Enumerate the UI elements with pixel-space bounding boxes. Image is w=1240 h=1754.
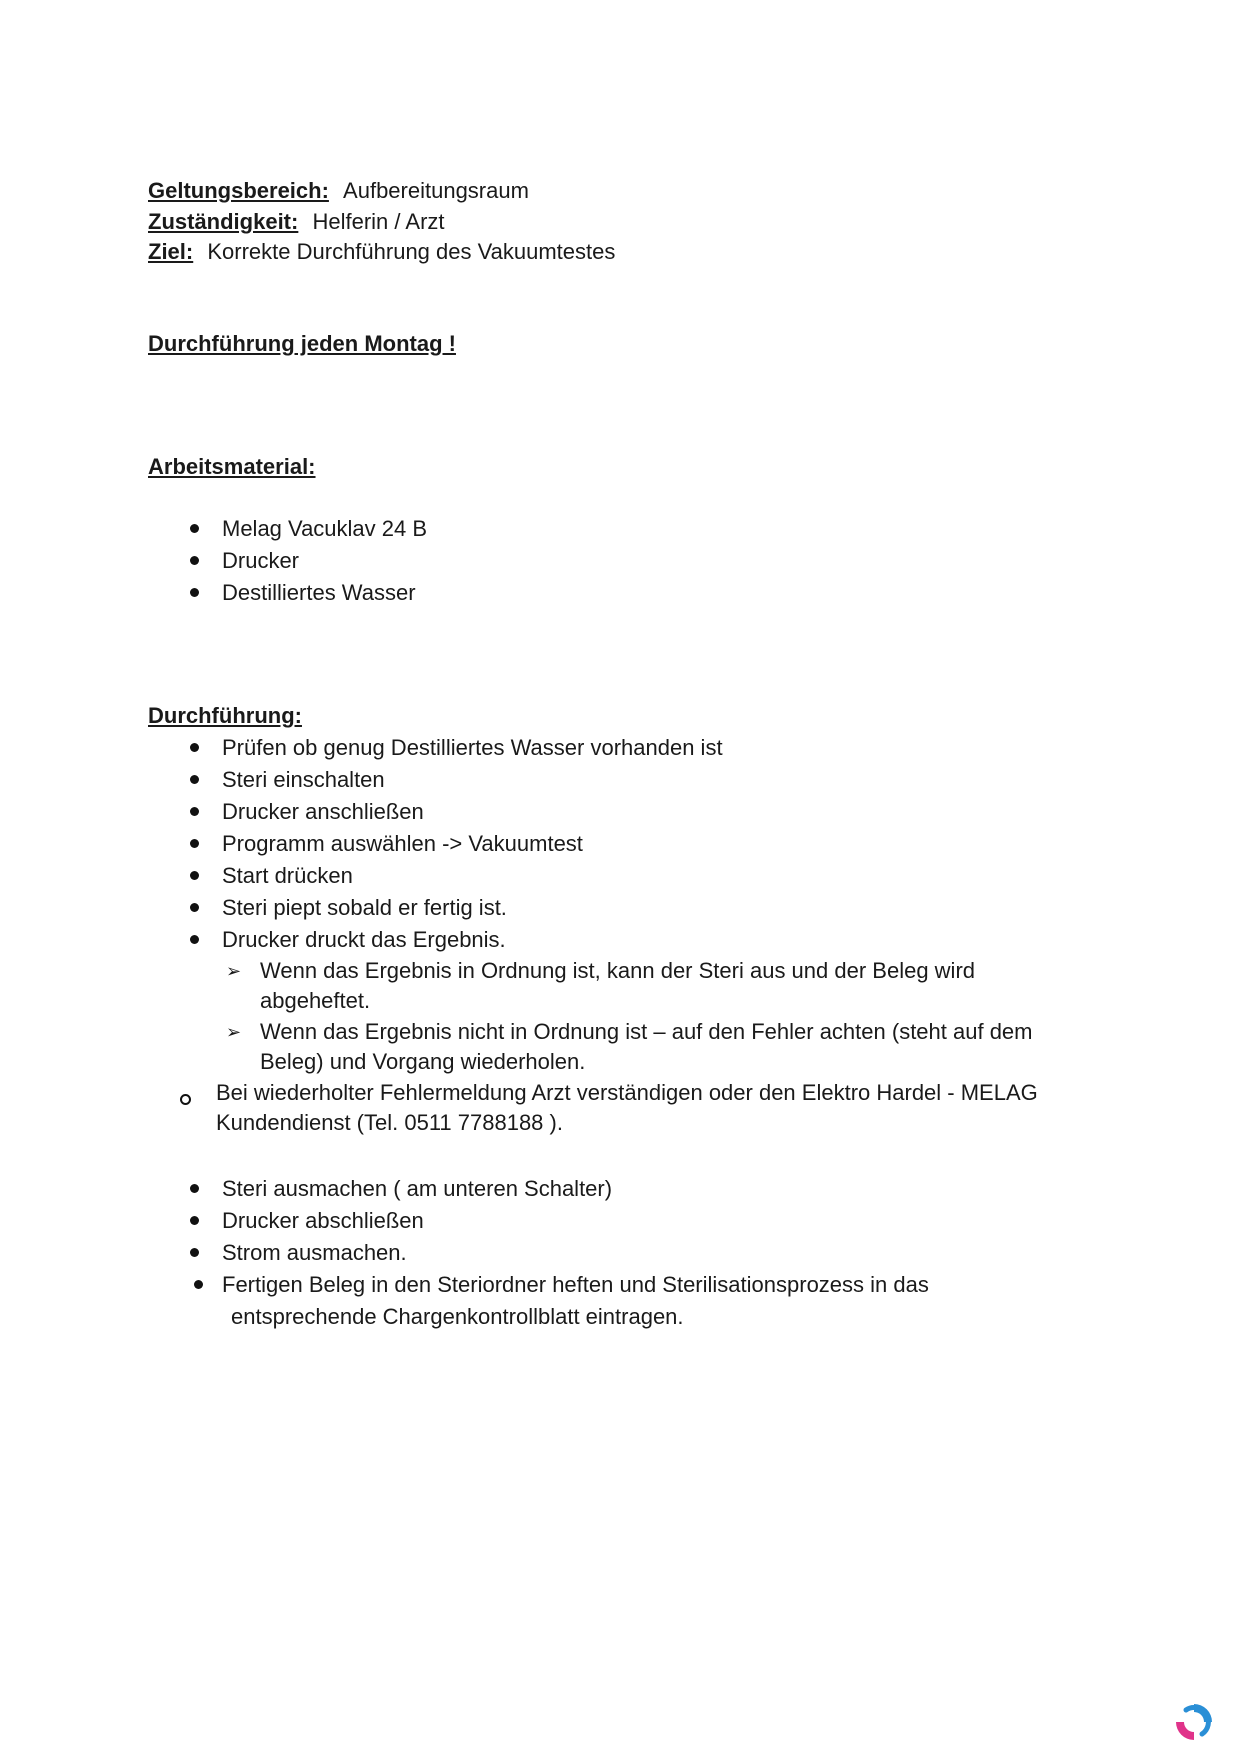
responsibility-value: Helferin / Arzt (312, 209, 445, 234)
arrow-bullet-icon: ➢ (226, 961, 242, 981)
bullet-icon (190, 743, 199, 752)
procedure-step: Prüfen ob genug Destilliertes Wasser vorhanden ist (222, 735, 723, 760)
bullet-icon (190, 524, 199, 533)
bullet-icon (190, 775, 199, 784)
bullet-icon (190, 839, 199, 848)
bullet-icon (194, 1280, 203, 1289)
final-step-continuation: entsprechende Chargenkontrollblatt eintragen. (231, 1304, 684, 1329)
procedure-step: Programm auswählen -> Vakuumtest (222, 831, 583, 856)
scope-row (148, 178, 529, 204)
bullet-icon (190, 1216, 199, 1225)
goal-row (148, 239, 615, 265)
scope-label: Geltungsbereich: (148, 178, 329, 203)
procedure-step: Drucker anschließen (222, 799, 424, 824)
goal-label: Ziel: (148, 239, 194, 264)
procedure-step: Drucker druckt das Ergebnis. (222, 927, 506, 952)
bullet-icon (190, 1248, 199, 1257)
material-item: Drucker (222, 548, 300, 573)
bullet-icon (190, 556, 199, 565)
bullet-icon (190, 807, 199, 816)
note-line: Bei wiederholter Fehlermeldung Arzt verständigen oder den Elektro Hardel - MELAG (216, 1080, 1038, 1105)
final-step: Fertigen Beleg in den Steriordner heften und Sterilisationsprozess in das (222, 1272, 929, 1297)
schedule-heading: Durchführung jeden Montag ! (148, 331, 456, 356)
materials-heading: Arbeitsmaterial: (148, 454, 316, 479)
procedure-step: Steri einschalten (222, 767, 385, 792)
procedure-heading: Durchführung: (148, 703, 302, 728)
bullet-icon (190, 588, 199, 597)
substep-line: abgeheftet. (260, 988, 371, 1013)
bullet-icon (190, 1184, 199, 1193)
goal-value: Korrekte Durchführung des Vakuumtestes (207, 239, 616, 264)
substep-line: Beleg) und Vorgang wiederholen. (260, 1049, 586, 1074)
arrow-bullet-icon: ➢ (226, 1022, 242, 1042)
brand-logo-icon (1172, 1700, 1216, 1744)
bullet-icon (190, 935, 199, 944)
final-step: Strom ausmachen. (222, 1240, 407, 1265)
bullet-icon (190, 871, 199, 880)
scope-value: Aufbereitungsraum (343, 178, 529, 203)
note-line: Kundendienst (Tel. 0511 7788188 ). (216, 1110, 563, 1135)
responsibility-label: Zuständigkeit: (148, 209, 299, 234)
bullet-icon (190, 903, 199, 912)
material-item: Melag Vacuklav 24 B (222, 516, 428, 541)
material-item: Destilliertes Wasser (222, 580, 416, 605)
procedure-step: Start drücken (222, 863, 353, 888)
circle-bullet-icon (180, 1094, 191, 1105)
substep-line: Wenn das Ergebnis nicht in Ordnung ist – auf den Fehler achten (steht auf dem (260, 1019, 1033, 1044)
substep-line: Wenn das Ergebnis in Ordnung ist, kann der Steri aus und der Beleg wird (260, 958, 975, 983)
procedure-step: Steri piept sobald er fertig ist. (222, 895, 507, 920)
final-step: Steri ausmachen ( am unteren Schalter) (222, 1176, 613, 1201)
final-step: Drucker abschließen (222, 1208, 424, 1233)
responsibility-row (148, 209, 445, 235)
